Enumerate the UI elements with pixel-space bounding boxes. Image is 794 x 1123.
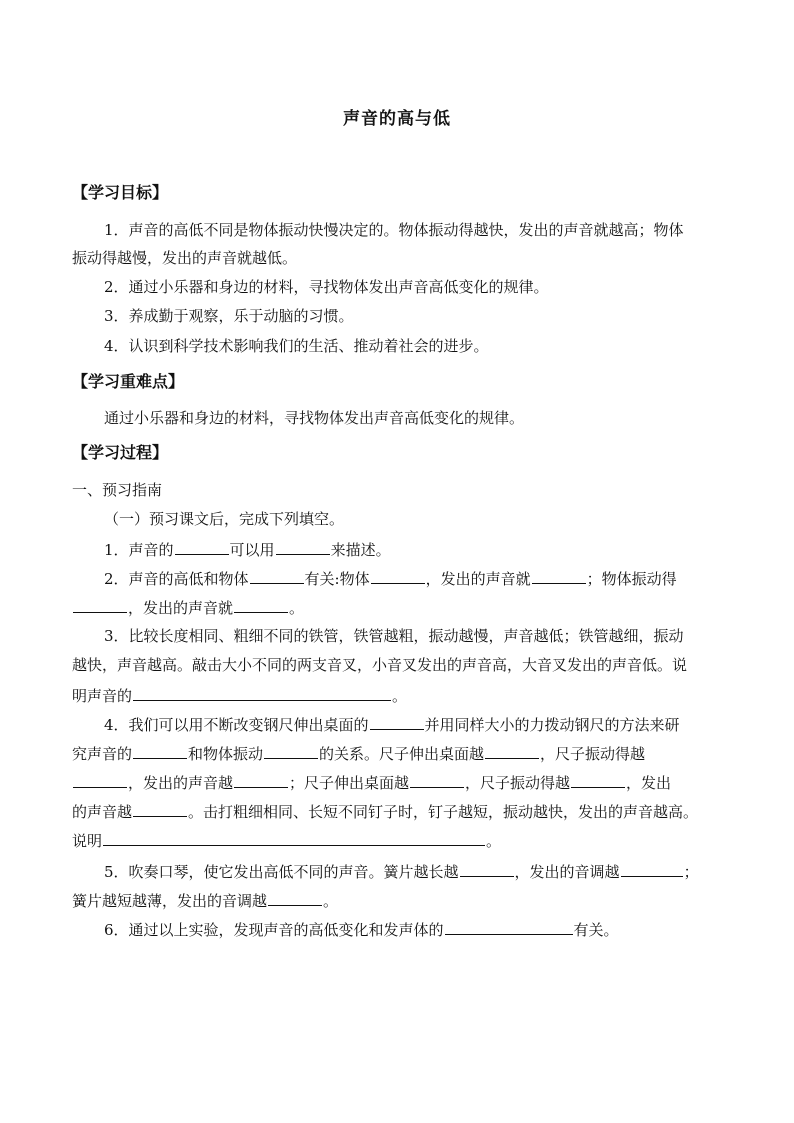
fill-blank[interactable] <box>571 772 625 788</box>
goal-3: 3．养成勤于观察，乐于动脑的习惯。 <box>104 307 354 325</box>
q1-text-a: 1．声音的 <box>104 541 174 559</box>
fill-blank[interactable] <box>175 539 229 555</box>
q2-text-a: 2．声音的高低和物体 <box>104 570 249 588</box>
question-3-line-2: 越快，声音越高。敲击大小不同的两支音叉，小音叉发出的声音高，大音叉发出的声音低。说 <box>72 656 688 674</box>
q1-text-b: 可以用 <box>229 541 275 559</box>
q4-l3c: ，尺子振动得越 <box>465 774 571 792</box>
q6-text-a: 6．通过以上实验，发现声音的高低变化和发声体的 <box>104 921 444 939</box>
fill-blank[interactable] <box>103 830 485 846</box>
fill-blank[interactable] <box>73 597 127 613</box>
heading-key-points: 【学习重难点】 <box>72 372 185 391</box>
fill-blank[interactable] <box>410 772 464 788</box>
question-4-line-5 <box>72 830 501 851</box>
fill-blank[interactable] <box>532 568 586 584</box>
q2-text-d: ；物体振动得 <box>586 570 677 588</box>
question-4-line-3 <box>72 772 671 793</box>
goal-1-line-2: 振动得越慢，发出的声音就越低。 <box>72 249 298 267</box>
q5-l1c: ； <box>683 863 699 881</box>
question-1 <box>104 539 391 560</box>
fill-blank[interactable] <box>264 743 318 759</box>
q4-l3d: ，发出 <box>626 774 672 792</box>
q4-l4b: 。击打粗细相同、长短不同钉子时，钉子越短，振动越快，发出的声音越高。 <box>188 803 699 821</box>
q6-text-b: 有关。 <box>573 921 619 939</box>
q3-text-b: 。 <box>392 687 408 705</box>
fill-blank[interactable] <box>234 772 288 788</box>
fill-blank[interactable] <box>460 861 514 877</box>
goal-4: 4．认识到科学技术影响我们的生活、推动着社会的进步。 <box>104 337 489 355</box>
fill-blank[interactable] <box>234 597 288 613</box>
q2-text-c: ，发出的声音就 <box>425 570 531 588</box>
q4-l5b: 。 <box>486 832 502 850</box>
fill-blank[interactable] <box>370 714 424 730</box>
question-2-line-1 <box>104 568 677 589</box>
fill-blank[interactable] <box>73 772 127 788</box>
q5-l2a: 簧片越短越薄，发出的音调越 <box>72 892 268 910</box>
fill-blank[interactable] <box>621 861 683 877</box>
fill-blank[interactable] <box>133 743 187 759</box>
key-points-text: 通过小乐器和身边的材料，寻找物体发出声音高低变化的规律。 <box>104 409 525 427</box>
question-4-line-2 <box>72 743 645 764</box>
fill-blank[interactable] <box>485 743 539 759</box>
q4-l1a: 4．我们可以用不断改变钢尺伸出桌面的 <box>104 716 369 734</box>
question-4-line-1 <box>104 714 680 735</box>
q5-l1b: ，发出的音调越 <box>514 863 620 881</box>
fill-blank[interactable] <box>445 919 573 935</box>
q4-l2c: 的关系。尺子伸出桌面越 <box>319 745 485 763</box>
fill-blank[interactable] <box>133 801 187 817</box>
fill-blank[interactable] <box>371 568 425 584</box>
q5-l1a: 5．吹奏口琴，使它发出高低不同的声音。簧片越长越 <box>104 863 459 881</box>
q4-l4a: 的声音越 <box>72 803 133 821</box>
heading-learning-goals: 【学习目标】 <box>72 183 169 202</box>
question-5-line-1 <box>104 861 699 882</box>
sub-instruction: （一）预习课文后，完成下列填空。 <box>104 510 345 528</box>
goal-1-line-1: 1．声音的高低不同是物体振动快慢决定的。物体振动得越快，发出的声音就越高；物体 <box>104 221 684 239</box>
page-title: 声音的高与低 <box>343 109 451 129</box>
question-5-line-2 <box>72 890 338 911</box>
question-4-line-4 <box>72 801 698 822</box>
q1-text-c: 来描述。 <box>330 541 391 559</box>
q3-text-a: 明声音的 <box>72 687 133 705</box>
q2-text-b: 有关:物体 <box>304 570 370 588</box>
question-6 <box>104 919 619 940</box>
q4-l5a: 说明 <box>72 832 103 850</box>
q4-l1b: 并用同样大小的力拨动钢尺的方法来研 <box>424 716 680 734</box>
question-3-line-1: 3．比较长度相同、粗细不同的铁管，铁管越粗，振动越慢，声音越低；铁管越细，振动 <box>104 627 684 645</box>
q4-l3b: ；尺子伸出桌面越 <box>289 774 410 792</box>
heading-learning-process: 【学习过程】 <box>72 443 169 462</box>
q4-l2d: ，尺子振动得越 <box>540 745 646 763</box>
question-2-line-2 <box>72 597 304 618</box>
fill-blank[interactable] <box>250 568 304 584</box>
fill-blank[interactable] <box>276 539 330 555</box>
q2-text-f: 。 <box>289 599 305 617</box>
part-preview-guide: 一、预习指南 <box>72 481 163 499</box>
q4-l3a: ，发出的声音越 <box>128 774 234 792</box>
q2-text-e: ，发出的声音就 <box>128 599 234 617</box>
fill-blank[interactable] <box>133 685 391 701</box>
q4-l2a: 究声音的 <box>72 745 133 763</box>
goal-2: 2．通过小乐器和身边的材料，寻找物体发出声音高低变化的规律。 <box>104 278 549 296</box>
q5-l2b: 。 <box>323 892 339 910</box>
q4-l2b: 和物体振动 <box>188 745 264 763</box>
question-3-line-3 <box>72 685 407 706</box>
fill-blank[interactable] <box>268 890 322 906</box>
